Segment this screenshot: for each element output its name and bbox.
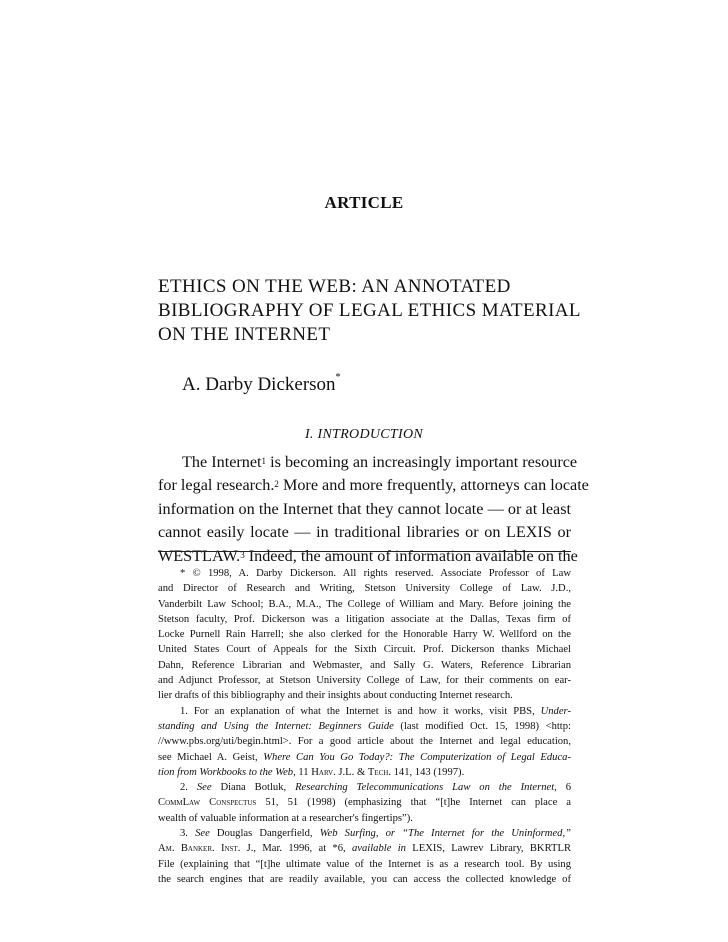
- footnote-line: and Director of Research and Writing, Stetson University College of Law. J.D.,: [158, 583, 571, 595]
- body-line: cannot easily locate — in traditional libraries or on LEXIS or: [158, 523, 571, 542]
- footnote-line: 3. See Douglas Dangerfield, Web Surfing, or “The Internet for the Uninformed,”: [180, 828, 571, 840]
- footnote-line: 2. See Diana Botluk, Researching Telecommunications Law on the Internet, 6: [180, 782, 572, 794]
- section-heading: I. INTRODUCTION: [304, 427, 424, 442]
- footnote-line: * © 1998, A. Darby Dickerson. All rights reserved. Associate Professor of Law: [180, 568, 571, 579]
- body-line: The Internet$^1$ is becoming an increasingly important resource: [182, 453, 578, 471]
- footnote-divider: [158, 551, 571, 552]
- footnotes: [158, 566, 571, 887]
- footnote-line: Dahn, Reference Librarian and Webmaster, and Sally G. Waters, Reference Librarian: [158, 659, 571, 671]
- article-title: [158, 275, 581, 347]
- footnote-line: wealth of valuable information at a researcher's fingertips”).: [158, 812, 413, 824]
- footnote-line: //www.pbs.org/uti/begin.html>. For a good article about the Internet and legal education,: [158, 736, 571, 748]
- footnote-line: Stetson faculty, Prof. Dickerson was a litigation associate at the Dallas, Texas firm of: [158, 613, 571, 625]
- title-line: ETHICS ON THE WEB: AN ANNOTATED: [158, 276, 511, 297]
- footnote-line: File (explaining that “[t]he ultimate value of the Internet is as a research tool. By using: [158, 858, 571, 870]
- body-line: information on the Internet that they cannot locate — or at least: [158, 499, 571, 518]
- footnote-line: CommLaw Conspectus 51, 51 (1998) (emphasizing that “[t]he Internet can place a: [158, 797, 571, 809]
- author-name: A. Darby Dickerson: [182, 374, 336, 395]
- footnote-line: standing and Using the Internet: Beginners Guide (last modified Oct. 15, 1998) <http:: [158, 720, 571, 732]
- body-line: WESTLAW.$^3$ Indeed, the amount of information available on the: [158, 546, 578, 565]
- title-line: BIBLIOGRAPHY OF LEGAL ETHICS MATERIAL: [158, 300, 581, 321]
- body-line: for legal research.$^2$ More and more frequently, attorneys can locate: [158, 476, 589, 495]
- footnote-line: Am. Banker. Inst. J., Mar. 1996, at *6, available in LEXIS, Lawrev Library, BKRTLR: [158, 843, 572, 855]
- author-footnote-marker: *: [335, 372, 341, 383]
- footnote-line: tion from Workbooks to the Web, 11 Harv. J.L. & Tech. 141, 143 (1997).: [158, 766, 465, 778]
- footnote-line: United States Court of Appeals for the Sixth Circuit. Prof. Dickerson thanks Michael: [158, 644, 571, 656]
- footnote-ref: 1: [261, 456, 267, 466]
- footnote-line: lier drafts of this bibliography and their insights about conducting Internet research.: [158, 690, 513, 702]
- title-line: ON THE INTERNET: [158, 324, 331, 345]
- footnote-line: see Michael A. Geist, Where Can You Go Today?: The Computerization of Legal Educa-: [158, 751, 571, 763]
- footnote-ref: 2: [274, 479, 279, 490]
- footnote-line: and Adjunct Professor, at Stetson University College of Law, for their comments on ear-: [158, 675, 571, 687]
- footnote-line: Vanderbilt Law School; B.A., M.A., The College of William and Mary. Before joining the: [158, 598, 571, 610]
- footnote-line: 1. For an explanation of what the Internet is and how it works, visit PBS, Under-: [180, 705, 571, 717]
- footnote-line: the search engines that are readily available, you can access the collected knowledge of: [158, 873, 571, 885]
- footnote-ref: 3: [240, 549, 245, 560]
- author-byline: [182, 374, 341, 396]
- footnote-line: Locke Purnell Rain Harrell; she also clerked for the Honorable Harry W. Wellford on the: [158, 629, 571, 641]
- article-kicker: ARTICLE: [324, 193, 404, 212]
